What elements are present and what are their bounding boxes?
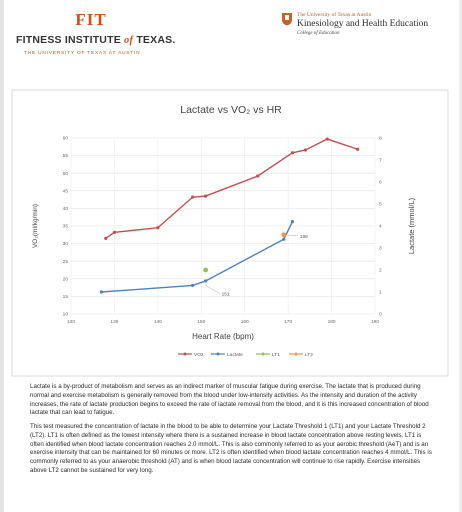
data-point-lactate (100, 290, 103, 293)
fit-name (16, 34, 176, 46)
data-point-vo2 (204, 194, 207, 197)
y-right-tick-label: 3 (379, 246, 382, 252)
data-point-vo2 (291, 151, 294, 154)
chart-title: Lactate vs VO₂ vs HR (180, 104, 282, 116)
y-right-tick-label: 6 (379, 180, 382, 186)
lactate-threshold-paragraph: This test measured the concentration of lactate in the blood to be able to determine your Lactate Threshold 1 (LT1) and your Lactate Threshold 2 (LT2). LT1 is often defined as the lowest intensity where there is a sustained increase in blood lactate concentration above resting levels. LT1 is often identified when blood lactate concentration reaches 2.0 mmol/L. This is also commonly referred to as your aerobic threshold (AeT) and is an exercise intensity that can be maintained for 60 minutes or more. LT2 is often identified when blood lactate concentration reaches 4 mmol/L. This is commonly referred to as your anaerobic threshold (AT) and is when blood lactate concentration will continue to rise rapidly. Exercise intensities above LT2 cannot be sustained for very long. (30, 423, 432, 474)
data-point-lactate (191, 284, 194, 287)
y-left-tick-label: 50 (62, 171, 68, 177)
x-axis-label: Heart Rate (bpm) (192, 332, 254, 341)
y-left-tick-label: 30 (62, 242, 68, 248)
y-right-tick-label: 4 (379, 224, 382, 230)
data-point-lt1 (203, 268, 208, 273)
page-edge-left (0, 0, 4, 512)
legend-marker-lt1 (262, 353, 265, 356)
y-right-tick-label: 0 (379, 312, 382, 318)
data-point-vo2 (113, 231, 116, 234)
y-left-tick-label: 35 (62, 224, 68, 230)
annotation-label: 169 (299, 234, 308, 240)
y-left-tick-label: 60 (62, 136, 68, 142)
y-right-tick-label: 2 (379, 268, 382, 274)
y-left-tick-label: 45 (62, 189, 68, 195)
lactate-intro-paragraph: Lactate is a by-product of metabolism and serves as an indirect marker of muscular fatigue during exercise. The lactate that is produced during normal and exercise metabolism is generally removed from the blood under low-intensity activities. As the intensity and duration of the activity increases, the rate of lactate production begins to exceed the rate of lactate removal from the blood, and it is this increased concentration of blood lactate that can lead to fatigue. (30, 383, 429, 417)
data-point-vo2 (191, 196, 194, 199)
legend-marker-lt2 (295, 353, 298, 356)
data-point-vo2 (156, 226, 159, 229)
x-tick-label: 160 (240, 320, 249, 325)
x-tick-label: 180 (327, 320, 336, 325)
y-left-tick-label: 25 (62, 259, 68, 265)
ut-seal-icon (281, 12, 293, 26)
data-point-lactate (204, 279, 207, 282)
legend-marker-vo2 (184, 353, 187, 356)
data-point-vo2 (256, 174, 259, 177)
y-right-tick-label: 8 (379, 136, 382, 142)
x-tick-label: 190 (370, 320, 380, 325)
data-point-vo2 (104, 237, 107, 240)
y-left-tick-label: 20 (62, 277, 68, 283)
data-point-vo2 (356, 148, 359, 151)
legend-label-vo2: VO2 (194, 352, 204, 358)
data-point-lactate (282, 238, 285, 241)
y-left-axis-label: VO₂(ml/kg/min) (32, 203, 39, 249)
y-left-tick-label: 15 (62, 295, 68, 300)
lactate-vo2-hr-chart (10, 88, 452, 380)
ut-name: The University of Texas at Austin (297, 12, 372, 18)
legend-label-lt2: LT2 (305, 352, 313, 358)
fit-name-b: TEXAS. (136, 34, 176, 46)
legend-marker-lactate (217, 353, 220, 356)
x-tick-label: 130 (110, 320, 119, 325)
college-name: College of Education (297, 31, 340, 36)
annotation-label: 151 (221, 292, 230, 298)
y-right-axis-label: Lactate (mmol/L) (407, 197, 416, 255)
chart-container (10, 88, 452, 380)
department-name: Kinesiology and Health Education (297, 19, 429, 29)
fitness-institute-logo (16, 10, 176, 56)
y-right-tick-label: 7 (379, 158, 382, 164)
x-tick-label: 170 (284, 320, 293, 325)
data-point-vo2 (326, 137, 329, 140)
y-right-tick-label: 5 (379, 202, 382, 208)
fit-name-of: of (124, 35, 134, 46)
x-tick-label: 120 (66, 320, 76, 325)
fit-name-a: FITNESS INSTITUTE (16, 34, 121, 46)
data-point-lactate (291, 220, 294, 223)
legend-label-lt1: LT1 (272, 352, 280, 358)
fit-mark: FIT (75, 10, 107, 29)
y-right-tick-label: 1 (379, 290, 382, 296)
x-tick-label: 140 (153, 320, 162, 325)
y-left-tick-label: 40 (62, 207, 68, 212)
y-left-tick-label: 10 (62, 312, 68, 318)
fit-subtitle: THE UNIVERSITY OF TEXAS AT AUSTIN (24, 51, 141, 56)
x-tick-label: 150 (197, 320, 206, 325)
y-left-tick-label: 55 (62, 154, 68, 160)
legend-label-lactate: Lactate (227, 352, 243, 358)
data-point-vo2 (304, 148, 307, 151)
